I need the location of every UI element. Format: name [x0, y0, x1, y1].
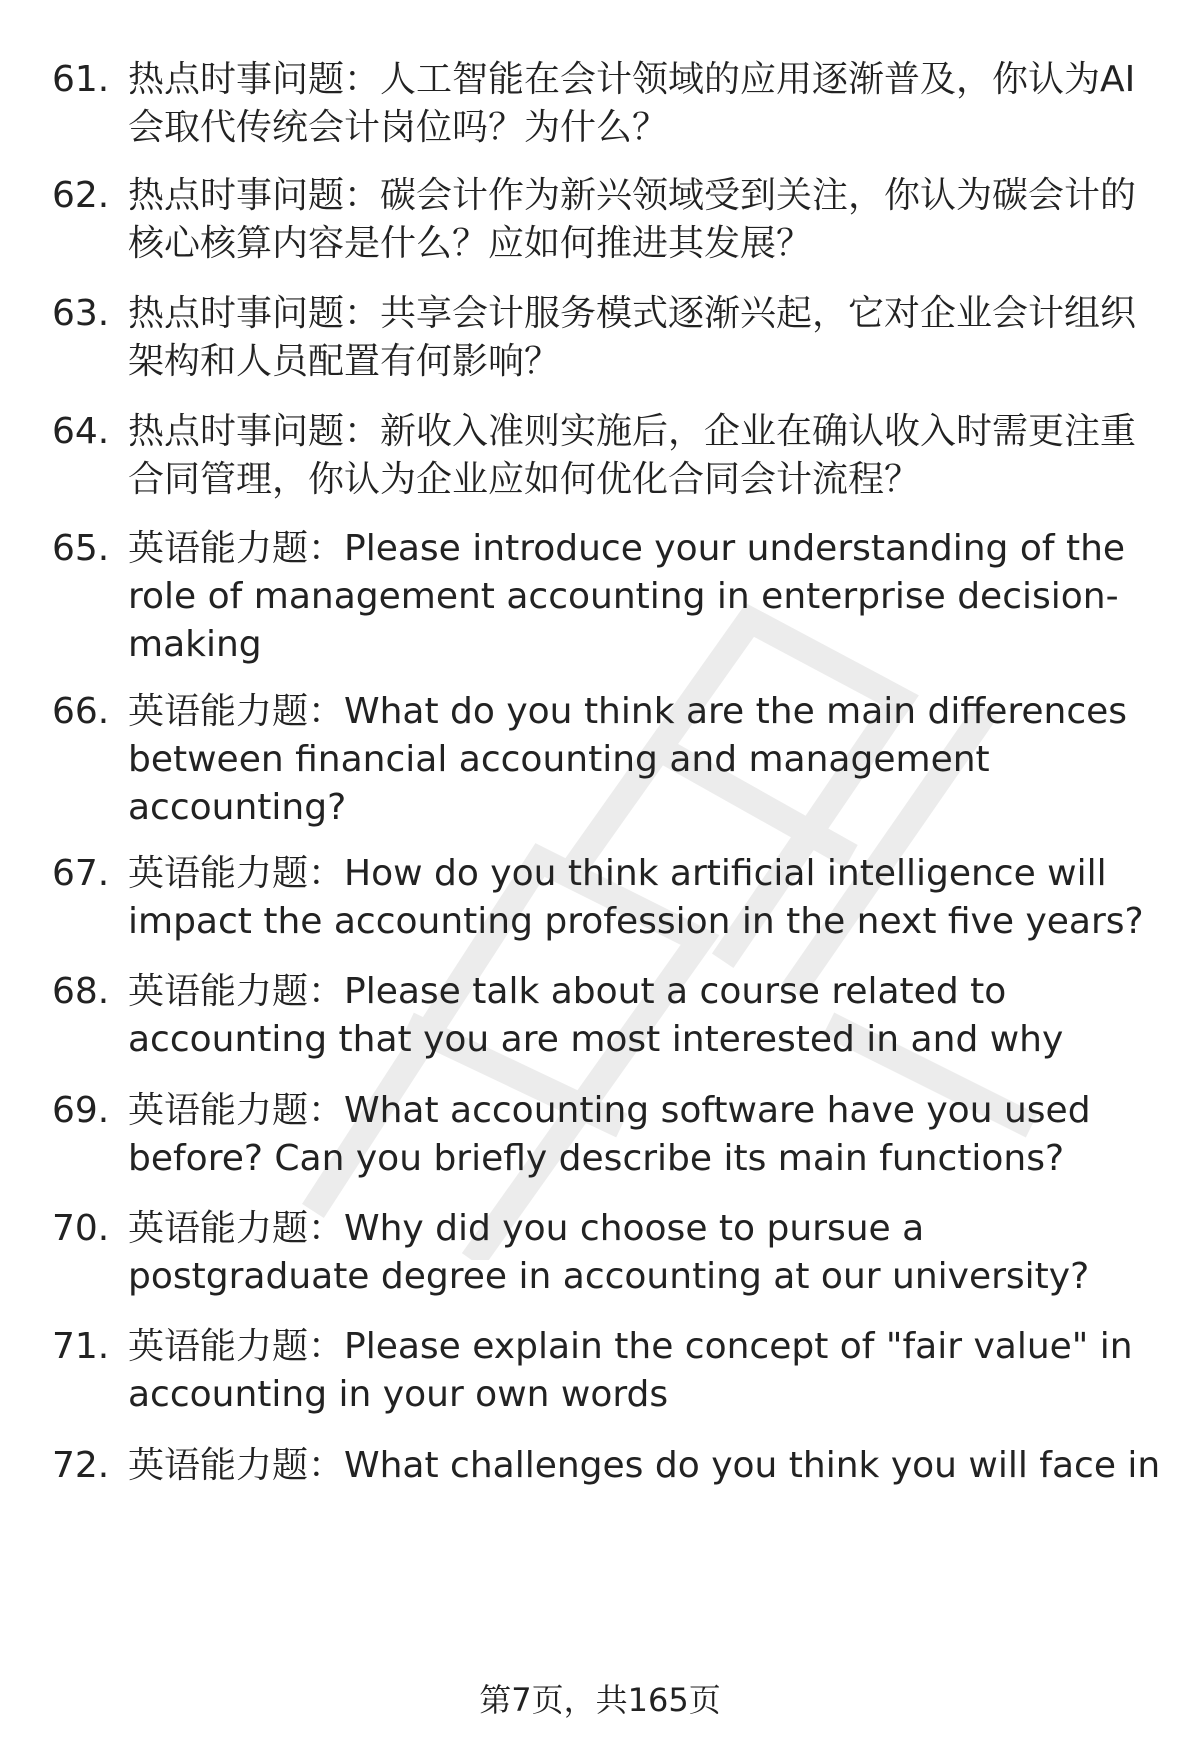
question-item	[52, 408, 1162, 504]
question-number: 71.	[52, 1326, 110, 1367]
question-item	[52, 56, 1162, 152]
question-item	[52, 525, 1162, 669]
question-item	[52, 1442, 1162, 1490]
question-text: 英语能力题：What accounting software have you used before? Can you briefly describe its main functions?	[128, 1090, 1091, 1179]
question-text: 热点时事问题：碳会计作为新兴领域受到关注，你认为碳会计的核心核算内容是什么？应如何推进其发展？	[128, 175, 1137, 264]
question-text: 英语能力题：What do you think are the main differences between financial accounting and management accounting?	[128, 691, 1128, 828]
question-item	[52, 688, 1162, 832]
question-number: 66.	[52, 691, 110, 732]
question-item	[52, 968, 1162, 1064]
question-number: 68.	[52, 971, 110, 1012]
question-number: 67.	[52, 853, 110, 894]
question-text: 英语能力题：What challenges do you think you will face in	[128, 1445, 1161, 1486]
question-number: 65.	[52, 528, 110, 569]
question-text: 热点时事问题：人工智能在会计领域的应用逐渐普及，你认为AI会取代传统会计岗位吗？为什么？	[128, 59, 1136, 148]
question-item	[52, 1087, 1162, 1183]
question-number: 63.	[52, 293, 110, 334]
question-number: 70.	[52, 1208, 110, 1249]
question-number: 72.	[52, 1445, 110, 1486]
question-number: 69.	[52, 1090, 110, 1131]
question-number: 61.	[52, 59, 110, 100]
question-item	[52, 850, 1162, 946]
question-text: 英语能力题：Please introduce your understanding of the role of management accounting in enterprise decision-making	[128, 528, 1126, 665]
question-text: 英语能力题：Why did you choose to pursue a postgraduate degree in accounting at our university?	[128, 1208, 1090, 1297]
question-text: 热点时事问题：共享会计服务模式逐渐兴起，它对企业会计组织架构和人员配置有何影响？	[128, 293, 1137, 382]
question-text: 英语能力题：Please talk about a course related to accounting that you are most interested in and why	[128, 971, 1064, 1060]
question-number: 64.	[52, 411, 110, 452]
question-item	[52, 172, 1162, 268]
question-item	[52, 290, 1162, 386]
question-text: 英语能力题：How do you think artificial intelligence will impact the accounting profession in the next five years?	[128, 853, 1144, 942]
question-text: 热点时事问题：新收入准则实施后，企业在确认收入时需更注重合同管理，你认为企业应如何优化合同会计流程？	[128, 411, 1137, 500]
question-number: 62.	[52, 175, 110, 216]
question-item	[52, 1323, 1162, 1419]
question-text: 英语能力题：Please explain the concept of "fair value" in accounting in your own words	[128, 1326, 1133, 1415]
page-number: 第7页，共165页	[479, 1681, 721, 1719]
question-item	[52, 1205, 1162, 1301]
